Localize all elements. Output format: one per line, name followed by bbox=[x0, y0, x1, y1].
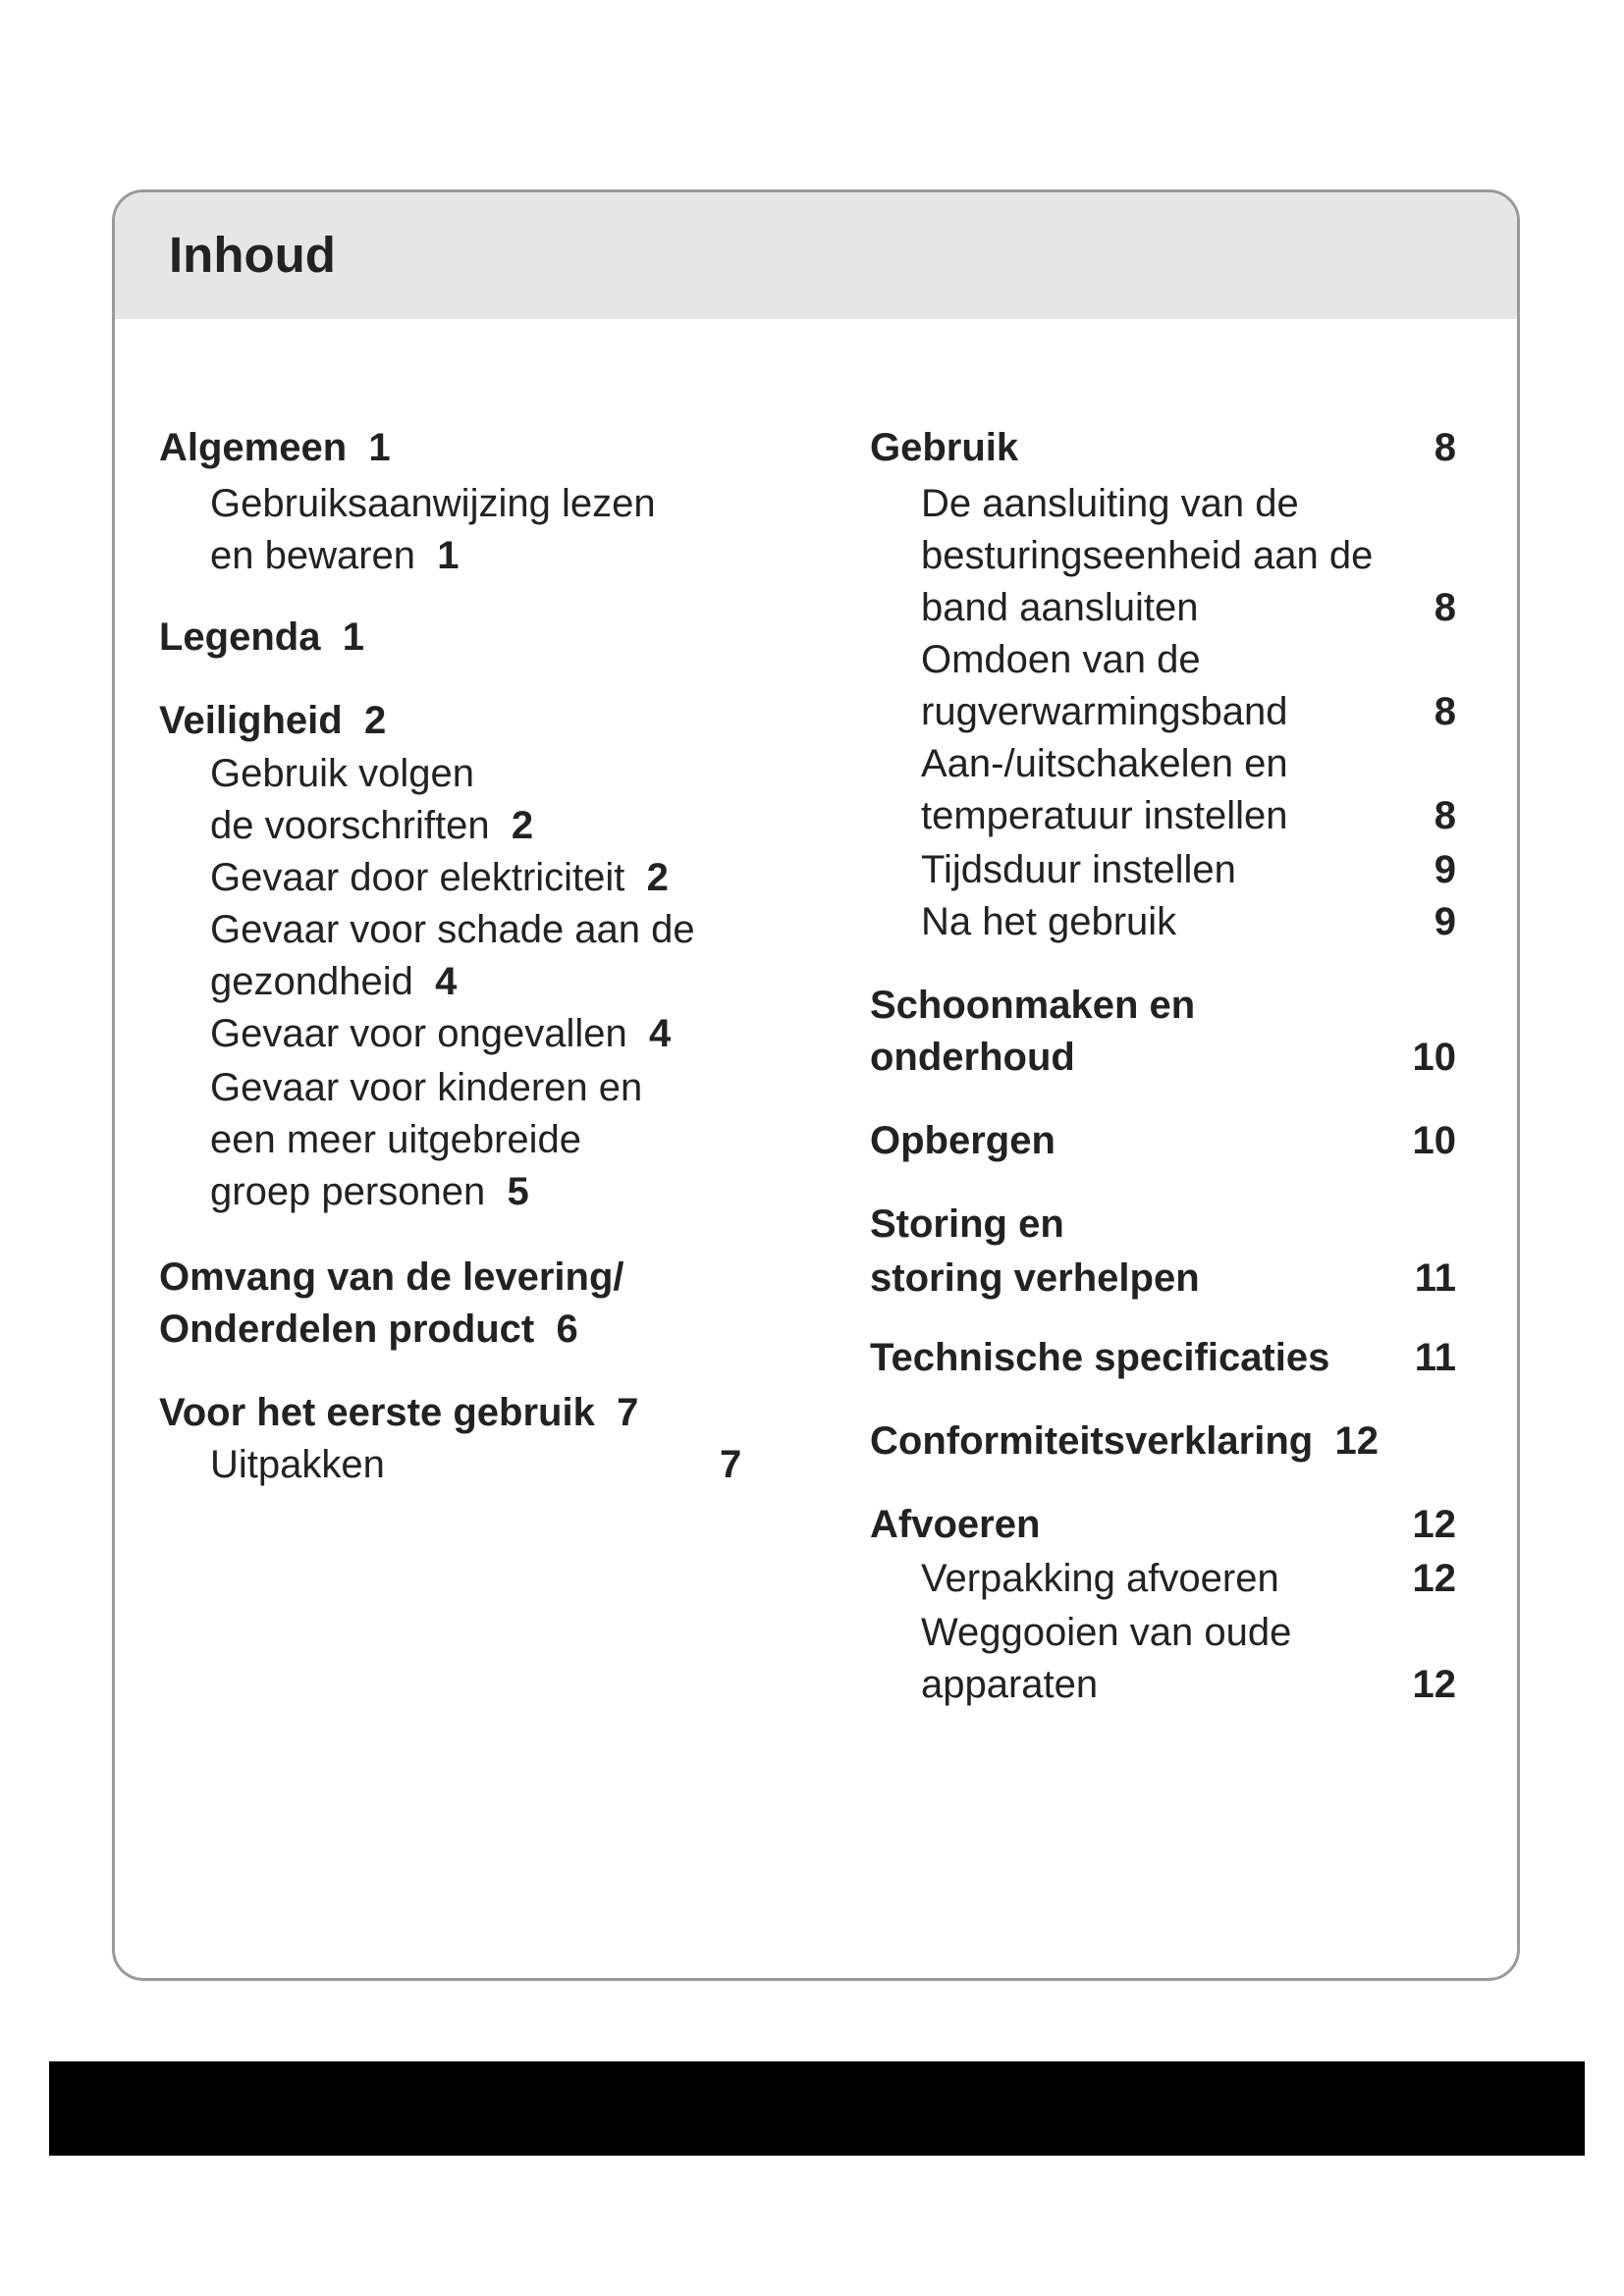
toc-page-number: 8 bbox=[1434, 794, 1456, 837]
toc-subentry[interactable]: Gevaar voor schade aan de bbox=[210, 908, 695, 951]
toc-page-number: 4 bbox=[435, 960, 458, 1003]
toc-entry-title[interactable]: Voor het eerste gebruik 7 bbox=[159, 1391, 639, 1434]
toc-subentry[interactable]: Omdoen van de bbox=[921, 638, 1201, 681]
toc-page-number: 12 bbox=[1412, 1557, 1456, 1600]
toc-page-number: 7 bbox=[617, 1391, 639, 1434]
toc-page-number: 8 bbox=[1434, 586, 1456, 629]
toc-page-number: 2 bbox=[363, 699, 387, 742]
toc-page-number: 4 bbox=[648, 1012, 672, 1055]
toc-page-number: 8 bbox=[1434, 426, 1456, 469]
toc-subentry[interactable]: groep personen 5 bbox=[210, 1170, 529, 1213]
toc-page-number: 6 bbox=[556, 1308, 578, 1351]
toc-subentry[interactable]: Aan-/uitschakelen en bbox=[921, 742, 1288, 785]
toc-entry-title[interactable]: Afvoeren bbox=[870, 1503, 1041, 1546]
toc-subentry[interactable]: rugverwarmingsband bbox=[921, 690, 1288, 733]
toc-entry-title[interactable]: Onderdelen product 6 bbox=[159, 1308, 578, 1351]
toc-page-number: 2 bbox=[511, 804, 534, 847]
toc-subentry[interactable]: De aansluiting van de bbox=[921, 482, 1299, 525]
toc-entry-title[interactable]: Technische specificaties bbox=[870, 1336, 1330, 1379]
toc-entry-title[interactable]: Opbergen bbox=[870, 1119, 1056, 1162]
toc-page-number: 10 bbox=[1412, 1036, 1456, 1079]
toc-entry-title[interactable]: Schoonmaken en bbox=[870, 984, 1196, 1027]
toc-subentry[interactable]: gezondheid 4 bbox=[210, 960, 458, 1003]
toc-entry-title[interactable]: Conformiteitsverklaring 12 bbox=[870, 1419, 1379, 1463]
toc-subentry[interactable]: en bewaren 1 bbox=[210, 534, 460, 577]
toc-page-number: 12 bbox=[1412, 1663, 1456, 1706]
toc-subentry[interactable]: Verpakking afvoeren bbox=[921, 1557, 1279, 1600]
toc-entry-title[interactable]: Omvang van de levering/ bbox=[159, 1255, 624, 1299]
toc-page-number: 1 bbox=[368, 426, 391, 469]
toc-subentry[interactable]: de voorschriften 2 bbox=[210, 804, 534, 847]
toc-page-number: 9 bbox=[1434, 900, 1456, 943]
toc-page-number: 9 bbox=[1434, 848, 1456, 891]
toc-page-number: 8 bbox=[1434, 690, 1456, 733]
toc-page-number: 11 bbox=[1414, 1256, 1456, 1300]
toc-subentry[interactable]: temperatuur instellen bbox=[921, 794, 1288, 837]
toc-entry-title[interactable]: Legenda 1 bbox=[159, 615, 364, 659]
toc-entry-title[interactable]: Veiligheid 2 bbox=[159, 699, 387, 742]
toc-entry-title[interactable]: Algemeen 1 bbox=[159, 426, 391, 469]
toc-page-number: 1 bbox=[437, 534, 460, 577]
toc-subentry[interactable]: besturingseenheid aan de bbox=[921, 534, 1374, 577]
toc-subentry[interactable]: Uitpakken bbox=[210, 1443, 385, 1486]
toc-page-number: 12 bbox=[1334, 1419, 1379, 1463]
toc-entry-title[interactable]: onderhoud bbox=[870, 1036, 1075, 1079]
toc-subentry[interactable]: Gevaar voor ongevallen 4 bbox=[210, 1012, 672, 1055]
toc-subentry[interactable]: Tijdsduur instellen bbox=[921, 848, 1236, 891]
toc-page-number: 11 bbox=[1414, 1336, 1456, 1379]
page-title: Inhoud bbox=[169, 227, 336, 283]
toc-entry-title[interactable]: Gebruik bbox=[870, 426, 1019, 469]
toc-subentry[interactable]: Na het gebruik bbox=[921, 900, 1177, 943]
toc-header bbox=[115, 192, 1517, 319]
toc-page-number: 12 bbox=[1412, 1503, 1456, 1546]
toc-page-number: 2 bbox=[646, 856, 669, 899]
toc-subentry[interactable]: Gebruiksaanwijzing lezen bbox=[210, 482, 656, 525]
toc-subentry[interactable]: apparaten bbox=[921, 1663, 1099, 1706]
toc-entry-title[interactable]: storing verhelpen bbox=[870, 1256, 1200, 1300]
toc-page-number: 7 bbox=[720, 1443, 742, 1486]
footer-bar bbox=[49, 2061, 1585, 2156]
toc-page-number: 1 bbox=[342, 615, 364, 659]
toc-subentry[interactable]: een meer uitgebreide bbox=[210, 1118, 582, 1161]
toc-subentry[interactable]: band aansluiten bbox=[921, 586, 1199, 629]
toc-page-number: 10 bbox=[1412, 1119, 1456, 1162]
toc-subentry[interactable]: Gevaar door elektriciteit 2 bbox=[210, 856, 669, 899]
toc-subentry[interactable]: Gebruik volgen bbox=[210, 752, 475, 795]
toc-subentry[interactable]: Gevaar voor kinderen en bbox=[210, 1066, 643, 1109]
toc-subentry[interactable]: Weggooien van oude bbox=[921, 1611, 1292, 1654]
toc-page-number: 5 bbox=[507, 1170, 529, 1213]
toc-entry-title[interactable]: Storing en bbox=[870, 1202, 1064, 1246]
